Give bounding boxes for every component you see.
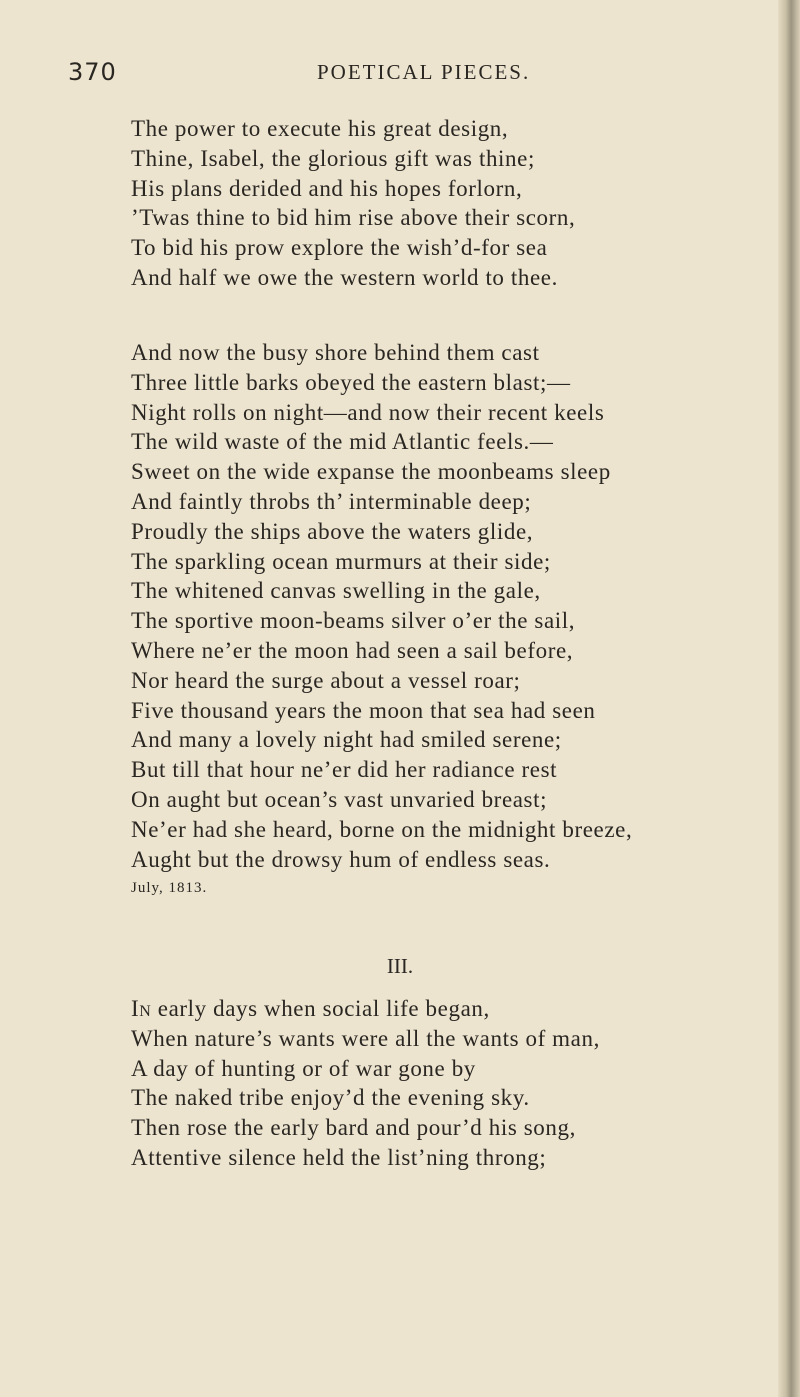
initial-word: In — [131, 996, 152, 1021]
poem-line: But till that hour ne’er did her radiance rest — [131, 757, 558, 783]
poem-date: July, 1813. — [131, 880, 208, 896]
poem-line: The naked tribe enjoy’d the evening sky. — [131, 1085, 530, 1111]
poem-line: Nor heard the surge about a vessel roar; — [131, 667, 521, 693]
running-title: POETICAL PIECES. — [317, 60, 531, 84]
first-line-text: early days when social life began, — [151, 996, 490, 1021]
poem-line: His plans derided and his hopes forlorn, — [131, 175, 523, 201]
poem-line — [131, 994, 600, 1024]
poem-line: When nature’s wants were all the wants of man, — [131, 1025, 600, 1051]
poem-line: Three little barks obeyed the eastern blast;— — [131, 369, 571, 395]
poem-line: Attentive silence held the list’ning throng; — [131, 1144, 547, 1170]
poem-line: Thine, Isabel, the glorious gift was thine; — [131, 145, 535, 171]
poem-line: And now the busy shore behind them cast — [131, 340, 540, 365]
poem-line: Ne’er had she heard, borne on the midnight breeze, — [131, 816, 633, 842]
poem-line: Sweet on the wide expanse the moonbeams sleep — [131, 459, 611, 485]
stanza-1 — [131, 114, 575, 293]
stanza-2 — [131, 338, 632, 874]
poem-line: Aught but the drowsy hum of endless seas. — [131, 846, 551, 872]
poem-line: The sportive moon-beams silver o’er the sail, — [131, 608, 576, 634]
page-number: 370 — [68, 58, 117, 86]
poem-line: On aught but ocean’s vast unvaried breast; — [131, 786, 548, 812]
poem-line: To bid his prow explore the wish’d-for sea — [131, 235, 548, 261]
page-header — [0, 58, 780, 98]
poem-line: ’Twas thine to bid him rise above their scorn, — [131, 205, 576, 231]
poem-line: Proudly the ships above the waters glide, — [131, 518, 534, 544]
poem-line: And half we owe the western world to thee. — [131, 264, 558, 290]
poem-line: The wild waste of the mid Atlantic feels.— — [131, 429, 554, 455]
poem-line: The power to execute his great design, — [131, 116, 509, 141]
poem-line: Five thousand years the moon that sea had seen — [131, 697, 596, 723]
page-edge — [778, 0, 800, 1397]
poem-line: Where ne’er the moon had seen a sail before, — [131, 637, 574, 663]
poem-line: The whitened canvas swelling in the gale, — [131, 578, 541, 604]
poem-line: A day of hunting or of war gone by — [131, 1055, 476, 1081]
poem-line: And many a lovely night had smiled serene; — [131, 727, 562, 753]
poem-line: And faintly throbs th’ interminable deep; — [131, 488, 532, 514]
section-numeral: III. — [386, 954, 414, 978]
poem-line: Then rose the early bard and pour’d his song, — [131, 1115, 576, 1141]
poem-line: The sparkling ocean murmurs at their side; — [131, 548, 551, 574]
poem-line: Night rolls on night—and now their recent keels — [131, 399, 605, 425]
stanza-3 — [131, 994, 600, 1173]
